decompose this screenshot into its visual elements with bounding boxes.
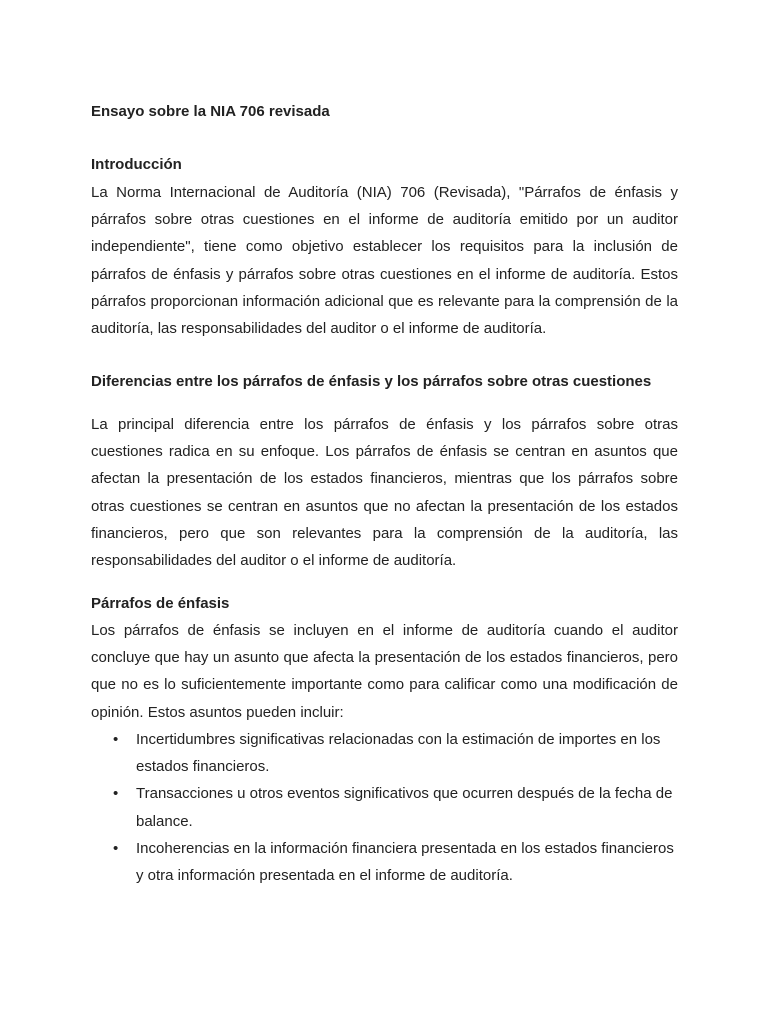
emphasis-paragraph: Los párrafos de énfasis se incluyen en el informe de auditoría cuando el auditor concluye que hay un asunto que afecta la presentación de los estados financieros, pero que no es lo suficientemente importante como para calificar como una modificación de opinión. Estos asuntos pueden incluir: [91,622,678,721]
emphasis-heading: Párrafos de énfasis [91,595,230,612]
bullet-icon: • [113,785,119,803]
list-item [91,835,678,889]
introduction-paragraph: La Norma Internacional de Auditoría (NIA) 706 (Revisada), "Párrafos de énfasis y párrafos sobre otras cuestiones en el informe de auditoría emitido por un auditor independiente", tiene como objetivo establecer los requisitos para la inclusión de párrafos de énfasis y párrafos sobre otras cuestiones en el informe de auditoría. Estos párrafos proporcionan información adicional que es relevante para la comprensión de la auditoría, las responsabilidades del auditor o el informe de auditoría. [91,184,678,338]
differences-paragraph: La principal diferencia entre los párrafos de énfasis y los párrafos sobre otras cuestiones radica en su enfoque. Los párrafos de énfasis se centran en asuntos que afectan la presentación de los estados financieros, mientras que los párrafos sobre otras cuestiones se centran en asuntos que no afectan la presentación de los estados financieros, pero que son relevantes para la comprensión de la auditoría, las responsabilidades del auditor o el informe de auditoría. [91,416,678,570]
emphasis-bullet-list [91,726,678,889]
document-title: Ensayo sobre la NIA 706 revisada [91,103,330,120]
list-item-text: Incertidumbres significativas relacionadas con la estimación de importes en los estados financieros. [136,731,661,776]
list-item-text: Transacciones u otros eventos significativos que ocurren después de la fecha de balance. [136,785,673,830]
bullet-icon: • [113,731,119,748]
bullet-icon: • [113,839,119,857]
list-item-text: Incoherencias en la información financiera presentada en los estados financieros y otra información presentada en el informe de auditoría. [136,839,674,885]
differences-heading: Diferencias entre los párrafos de énfasis y los párrafos sobre otras cuestiones [91,373,652,390]
list-item [91,780,678,834]
introduction-heading: Introducción [91,156,182,173]
list-item [91,726,678,780]
